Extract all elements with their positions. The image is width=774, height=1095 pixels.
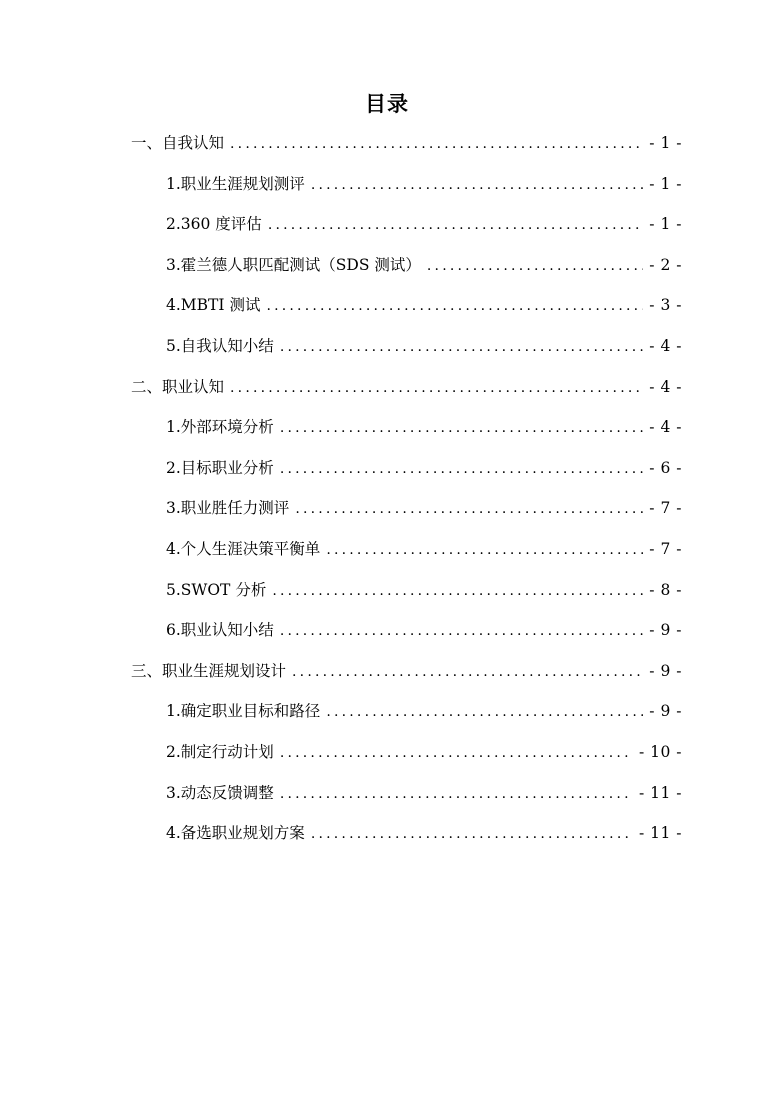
toc-entry-page: - 10 -: [638, 742, 682, 761]
toc-leader-dots: [230, 124, 643, 164]
toc-entry-number: 3.: [166, 783, 181, 802]
toc-entry-number: 4.: [166, 824, 181, 843]
toc-leader-dots: [311, 814, 633, 854]
toc-entry-page: - 11 -: [638, 824, 682, 843]
toc-entry-label: 目标职业分析: [180, 458, 274, 477]
toc-leader-dots: [295, 489, 643, 529]
toc-leader-dots: [268, 205, 643, 245]
toc-entry-page: - 9 -: [649, 661, 682, 680]
toc-entry-label: 确定职业目标和路径: [180, 702, 321, 721]
toc-entry-page: - 3 -: [649, 296, 682, 315]
toc-leader-dots: [280, 449, 643, 489]
toc-entry-page: - 1 -: [649, 215, 682, 234]
toc-entry-label: 职业胜任力测评: [180, 499, 290, 518]
toc-entry-self-summary[interactable]: [0, 326, 774, 367]
toc-entry-page: - 6 -: [649, 458, 682, 477]
toc-entry-number: 6.: [166, 621, 181, 640]
toc-entry-career-summary[interactable]: [0, 610, 774, 651]
toc-entry-self-cognition[interactable]: [0, 123, 774, 164]
toc-entry-page: - 4 -: [649, 418, 682, 437]
toc-entry-mbti[interactable]: [0, 285, 774, 326]
toc-entry-number: 2.: [166, 742, 181, 761]
toc-entry-page: - 11 -: [638, 783, 682, 802]
toc-entry-career-assessment[interactable]: [0, 164, 774, 205]
toc-entry-label: 职业生涯规划设计: [162, 661, 287, 680]
toc-entry-label: SWOT 分析: [180, 580, 267, 599]
toc-leader-dots: [280, 774, 633, 814]
toc-entry-label: 外部环境分析: [180, 418, 274, 437]
toc-entry-number: 二、: [131, 377, 163, 396]
toc-entry-label: 动态反馈调整: [180, 783, 274, 802]
toc-entry-label: 自我认知: [162, 134, 225, 152]
toc-entry-number: 3.: [166, 255, 181, 274]
toc-entry-competency[interactable]: [0, 488, 774, 529]
toc-leader-dots: [230, 368, 643, 408]
toc-leader-dots: [280, 733, 633, 773]
toc-entry-page: - 1 -: [649, 174, 682, 193]
toc-leader-dots: [427, 246, 643, 286]
toc-entry-number: 三、: [131, 661, 163, 680]
toc-entry-number: 5.: [166, 580, 181, 599]
toc-entry-target-career[interactable]: [0, 448, 774, 489]
toc-entry-number: 1.: [166, 702, 181, 721]
toc-leader-dots: [326, 692, 643, 732]
toc-entry-number: 1.: [166, 418, 181, 437]
toc-entry-label: 职业认知: [162, 377, 225, 396]
toc-entry-page: - 4 -: [649, 336, 682, 355]
toc-leader-dots: [292, 652, 643, 692]
toc-entry-page: - 9 -: [649, 621, 682, 640]
toc-entry-label: MBTI 测试: [180, 296, 261, 315]
toc-entry-page: - 2 -: [649, 255, 682, 274]
toc-entry-career-planning-design[interactable]: [0, 651, 774, 692]
toc-entry-career-cognition[interactable]: [0, 367, 774, 408]
toc-entry-action-plan[interactable]: [0, 732, 774, 773]
toc-entry-number: 2.: [166, 215, 181, 234]
toc-entry-label: 自我认知小结: [180, 336, 274, 355]
toc-title: 目录: [365, 91, 409, 116]
toc-entry-page: - 8 -: [649, 580, 682, 599]
toc-entry-page: - 9 -: [649, 702, 682, 721]
toc-entry-label: 个人生涯决策平衡单: [180, 539, 321, 558]
toc-entry-number: 3.: [166, 499, 181, 518]
toc-entry-label: 霍兰德人职匹配测试（SDS 测试）: [180, 255, 421, 274]
toc-entry-number: 4.: [166, 539, 181, 558]
toc-leader-dots: [272, 571, 643, 611]
toc-entry-label: 职业认知小结: [180, 621, 274, 640]
toc-entry-number: 2.: [166, 458, 181, 477]
toc-entry-number: 5.: [166, 336, 181, 355]
toc-leader-dots: [311, 165, 643, 205]
toc-leader-dots: [266, 286, 643, 326]
toc-entry-holland-sds[interactable]: [0, 245, 774, 286]
toc-entry-label: 备选职业规划方案: [180, 824, 305, 843]
toc-entry-alternative-plan[interactable]: [0, 813, 774, 854]
toc-leader-dots: [280, 408, 643, 448]
toc-entry-page: - 1 -: [649, 134, 682, 152]
toc-entry-number: 4.: [166, 296, 181, 315]
toc-entry-label: 职业生涯规划测评: [180, 174, 305, 193]
toc-entry-page: - 4 -: [649, 377, 682, 396]
toc-entry-page: - 7 -: [649, 499, 682, 518]
toc-entry-label: 制定行动计划: [180, 742, 274, 761]
toc-leader-dots: [280, 327, 643, 367]
toc-entry-swot[interactable]: [0, 570, 774, 611]
toc-entry-goal-path[interactable]: [0, 691, 774, 732]
toc-entry-number: 一、: [131, 134, 163, 152]
toc-entry-label: 360 度评估: [180, 215, 262, 234]
toc-entry-number: 1.: [166, 174, 181, 193]
toc-entry-external-environment[interactable]: [0, 407, 774, 448]
toc-entry-360-evaluation[interactable]: [0, 204, 774, 245]
toc-leader-dots: [280, 611, 643, 651]
toc-leader-dots: [326, 530, 643, 570]
toc-list: [0, 123, 774, 854]
toc-entry-decision-balance[interactable]: [0, 529, 774, 570]
toc-entry-page: - 7 -: [649, 539, 682, 558]
toc-entry-feedback-adjust[interactable]: [0, 773, 774, 814]
